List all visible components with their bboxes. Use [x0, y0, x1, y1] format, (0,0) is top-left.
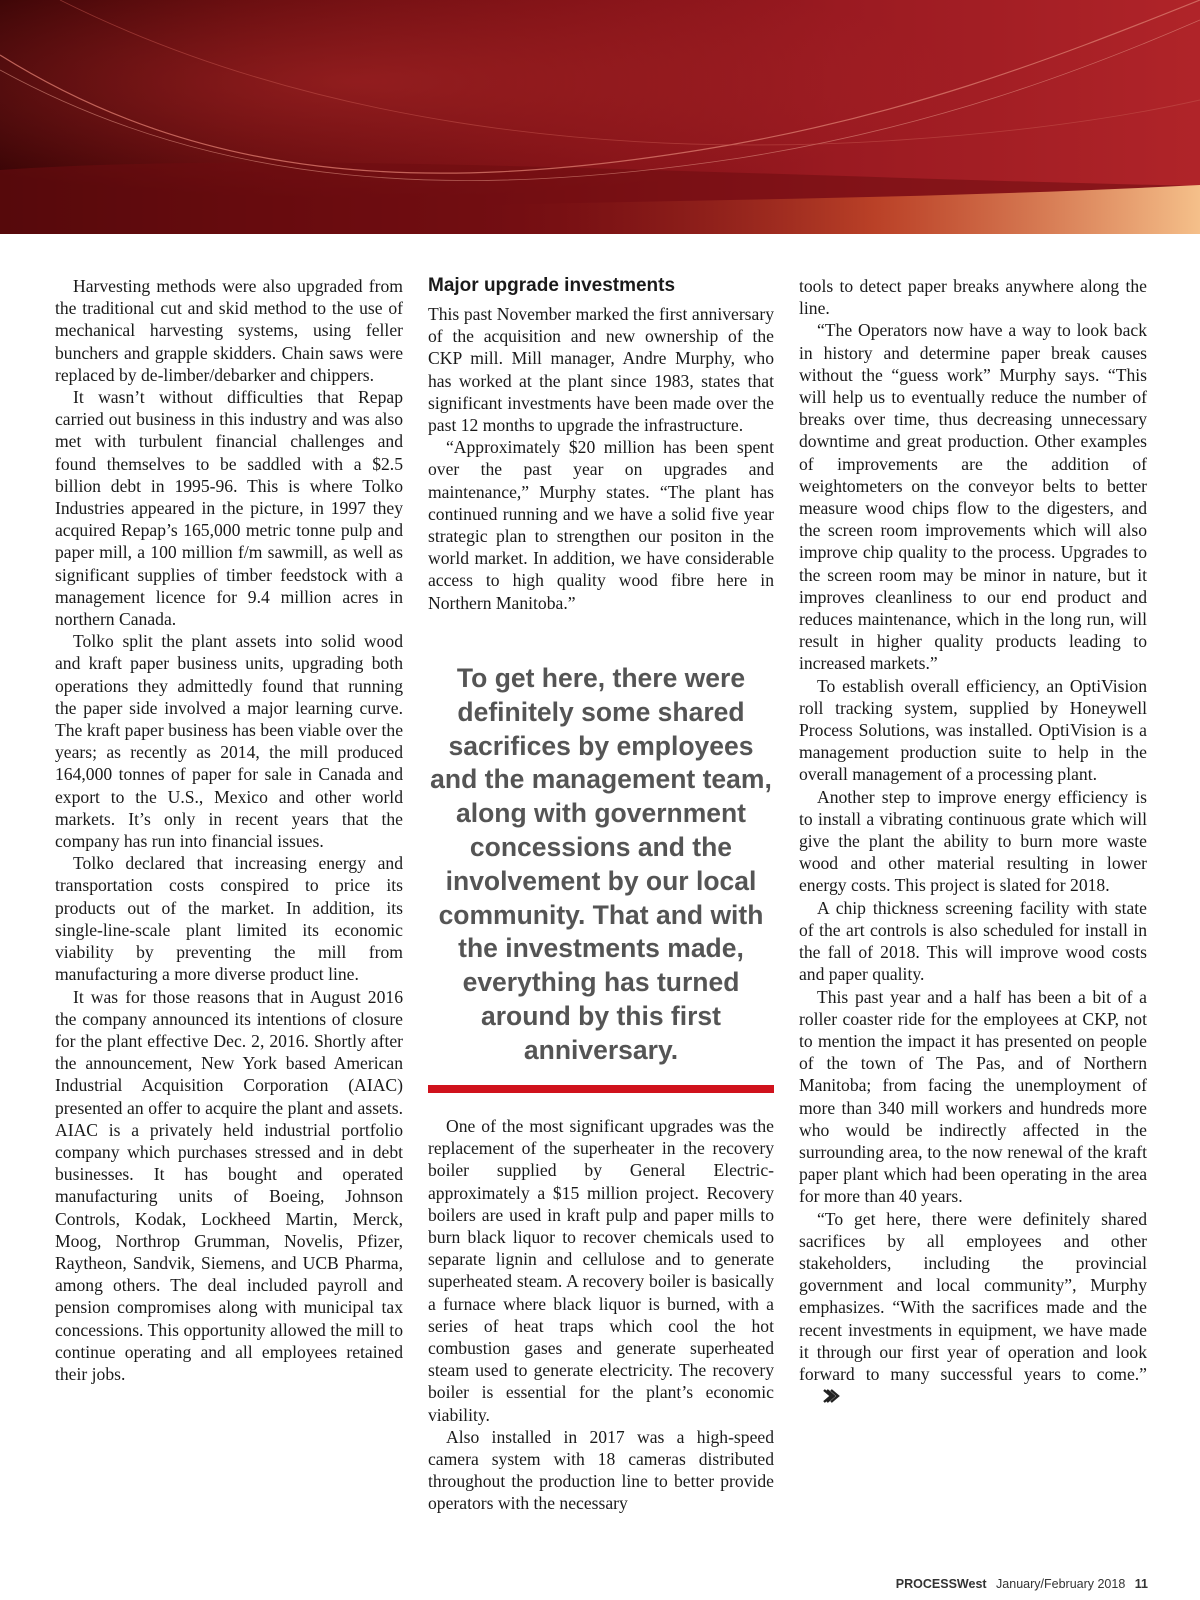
section-heading: Major upgrade investments	[428, 275, 676, 296]
magazine-name: PROCESSWest	[895, 1577, 987, 1591]
paragraph: “The Operators now have a way to look back in history and determine paper break causes without the “guess work” Murphy says. “This will help us to eventually reduce the number of breaks over time, thus decreasing unnecessary downtime and great production. Other examples of improvements are the addition of weightometers on the conveyor belts to better measure wood chips flow to the digesters, and the screen room improvements which will also improve chip quality to the process. Upgrades to the screen room may be minor in nature, but it improves cleanliness to our end product and reduces maintenance, which in the long run, will result in higher quality products leading to increased markets.”	[799, 320, 1147, 674]
paragraph: Also installed in 2017 was a high-speed camera system with 18 cameras distributed throughout the production line to better provide operators with the necessary	[428, 1426, 774, 1514]
end-of-article-icon	[803, 1387, 841, 1410]
paragraph: This past November marked the first anniversary of the acquisition and new ownership of the CKP mill. Mill manager, Andre Murphy, who has worked at the plant since 1983, states that significant investments have been made over the past 12 months to upgrade the infrastructure.	[428, 304, 774, 436]
page-footer	[896, 1577, 1148, 1591]
paragraph: One of the most significant upgrades was the replacement of the superheater in the recovery boiler supplied by General Electric- approximately a $15 million project. Recovery boilers are used in kraft pulp and paper mills to burn black liquor to recover chemicals used to separate lignin and cellulose and to generate superheated steam. A recovery boiler is basically a furnace where black liquor is burned, with a series of heat traps which cool the hot combustion gases and generate superheated steam used to generate electricity. The recovery boiler is essential for the plant’s economic viability.	[428, 1116, 774, 1425]
pull-quote-divider	[428, 1085, 774, 1093]
paragraph: It wasn’t without difficulties that Repap carried out business in this industry and was also met with turbulent financial challenges and found themselves to be saddled with a $2.5 billion debt in 1995-96. This is where Tolko Industries appeared in the picture, in 1997 they acquired Repap’s 165,000 metric tonne pulp and paper mill, a 100 million f/m sawmill, as well as significant supplies of timber feedstock with a management licence for 9.4 million acres in northern Canada.	[55, 387, 403, 630]
paragraph: Tolko declared that increasing energy and transportation costs conspired to price its products out of the market. In addition, its single-line-scale plant limited its economic viability by preventing the mill from manufacturing a more diverse product line.	[55, 853, 403, 985]
banner-graphic	[0, 0, 1200, 234]
paragraph: It was for those reasons that in August 2016 the company announced its intentions of closure for the plant effective Dec. 2, 2016. Shortly after the announcement, New York based American Industrial Acquisition Corporation (AIAC) presented an offer to acquire the plant and assets. AIAC is a privately held industrial portfolio company which purchases stressed and in debt businesses. It has bought and operated manufacturing units of Boeing, Johnson Controls, Kodak, Lockheed Martin, Merck, Moog, Northrop Grumman, Novelis, Pfizer, Raytheon, Sandvik, Siemens, and UCB Pharma, among others. The deal included payroll and pension compromises along with municipal tax concessions. This opportunity allowed the mill to continue operating and all employees retained their jobs.	[55, 986, 403, 1384]
paragraph: This past year and a half has been a bit of a roller coaster ride for the employees at CKP, not to mention the impact it has presented on people of the town of The Pas, and of Northern Manitoba; from facing the unemployment of more than 340 mill workers and hundreds more who would be indirectly affected in the surrounding area, to the now renewal of the kraft paper plant which had been operating in the area for more than 40 years.	[799, 986, 1147, 1207]
issue-date: January/February 2018	[996, 1577, 1126, 1591]
paragraph: tools to detect paper breaks anywhere along the line.	[799, 276, 1147, 319]
paragraph: To establish overall efficiency, an OptiVision roll tracking system, supplied by Honeywell Process Solutions, was installed. OptiVision is a management production suite to help in the overall management of a processing plant.	[799, 675, 1147, 785]
paragraph-text: “To get here, there were definitely shared sacrifices by all employees and other stakeholders, including the provincial government and local community”, Murphy emphasizes. “With the sacrifices made and the recent investments in equipment, we have made it through our first year of operation and look forward to many successful years to come.”	[799, 1208, 1147, 1384]
article-column-2-continued	[428, 1115, 774, 1515]
page-number: 11	[1134, 1577, 1148, 1591]
article-column-3	[799, 275, 1147, 1410]
paragraph: Harvesting methods were also upgraded from the traditional cut and skid method to the use of mechanical harvesting systems, using feller bunchers and grapple skidders. Chain saws were replaced by de-limber/debarker and chippers.	[55, 276, 403, 385]
paragraph: Another step to improve energy efficiency is to install a vibrating continuous grate which will give the plant the ability to burn more waste wood and other material resulting in lower energy costs. This project is slated for 2018.	[799, 786, 1147, 896]
pull-quote: To get here, there were definitely some shared sacrifices by employees and the management team, along with government concessions and the involvement by our local community. That and with the investments made, everything has turned around by this first anniversary.	[430, 663, 772, 1065]
paragraph: A chip thickness screening facility with state of the art controls is also scheduled for install in the fall of 2018. This will improve wood costs and paper quality.	[799, 897, 1147, 985]
article-column-2	[428, 275, 774, 614]
header-banner	[0, 0, 1200, 234]
paragraph: “Approximately $20 million has been spent over the past year on upgrades and maintenance,” Murphy states. “The plant has continued running and we have a solid five year strategic plan to strengthen our positon in the world market. In addition, we have considerable access to high quality wood fibre here in Northern Manitoba.”	[428, 437, 774, 613]
last-paragraph	[799, 1208, 1147, 1411]
paragraph: Tolko split the plant assets into solid wood and kraft paper business units, upgrading both operations they admittedly found that running the paper side involved a major learning curve. The kraft paper business has been viable over the years; as recently as 2014, the mill produced 164,000 tonnes of paper for sale in Canada and export to the U.S., Mexico and other world markets. It’s only in recent years that the company has run into financial issues.	[55, 631, 403, 852]
article-column-1	[55, 275, 403, 1385]
